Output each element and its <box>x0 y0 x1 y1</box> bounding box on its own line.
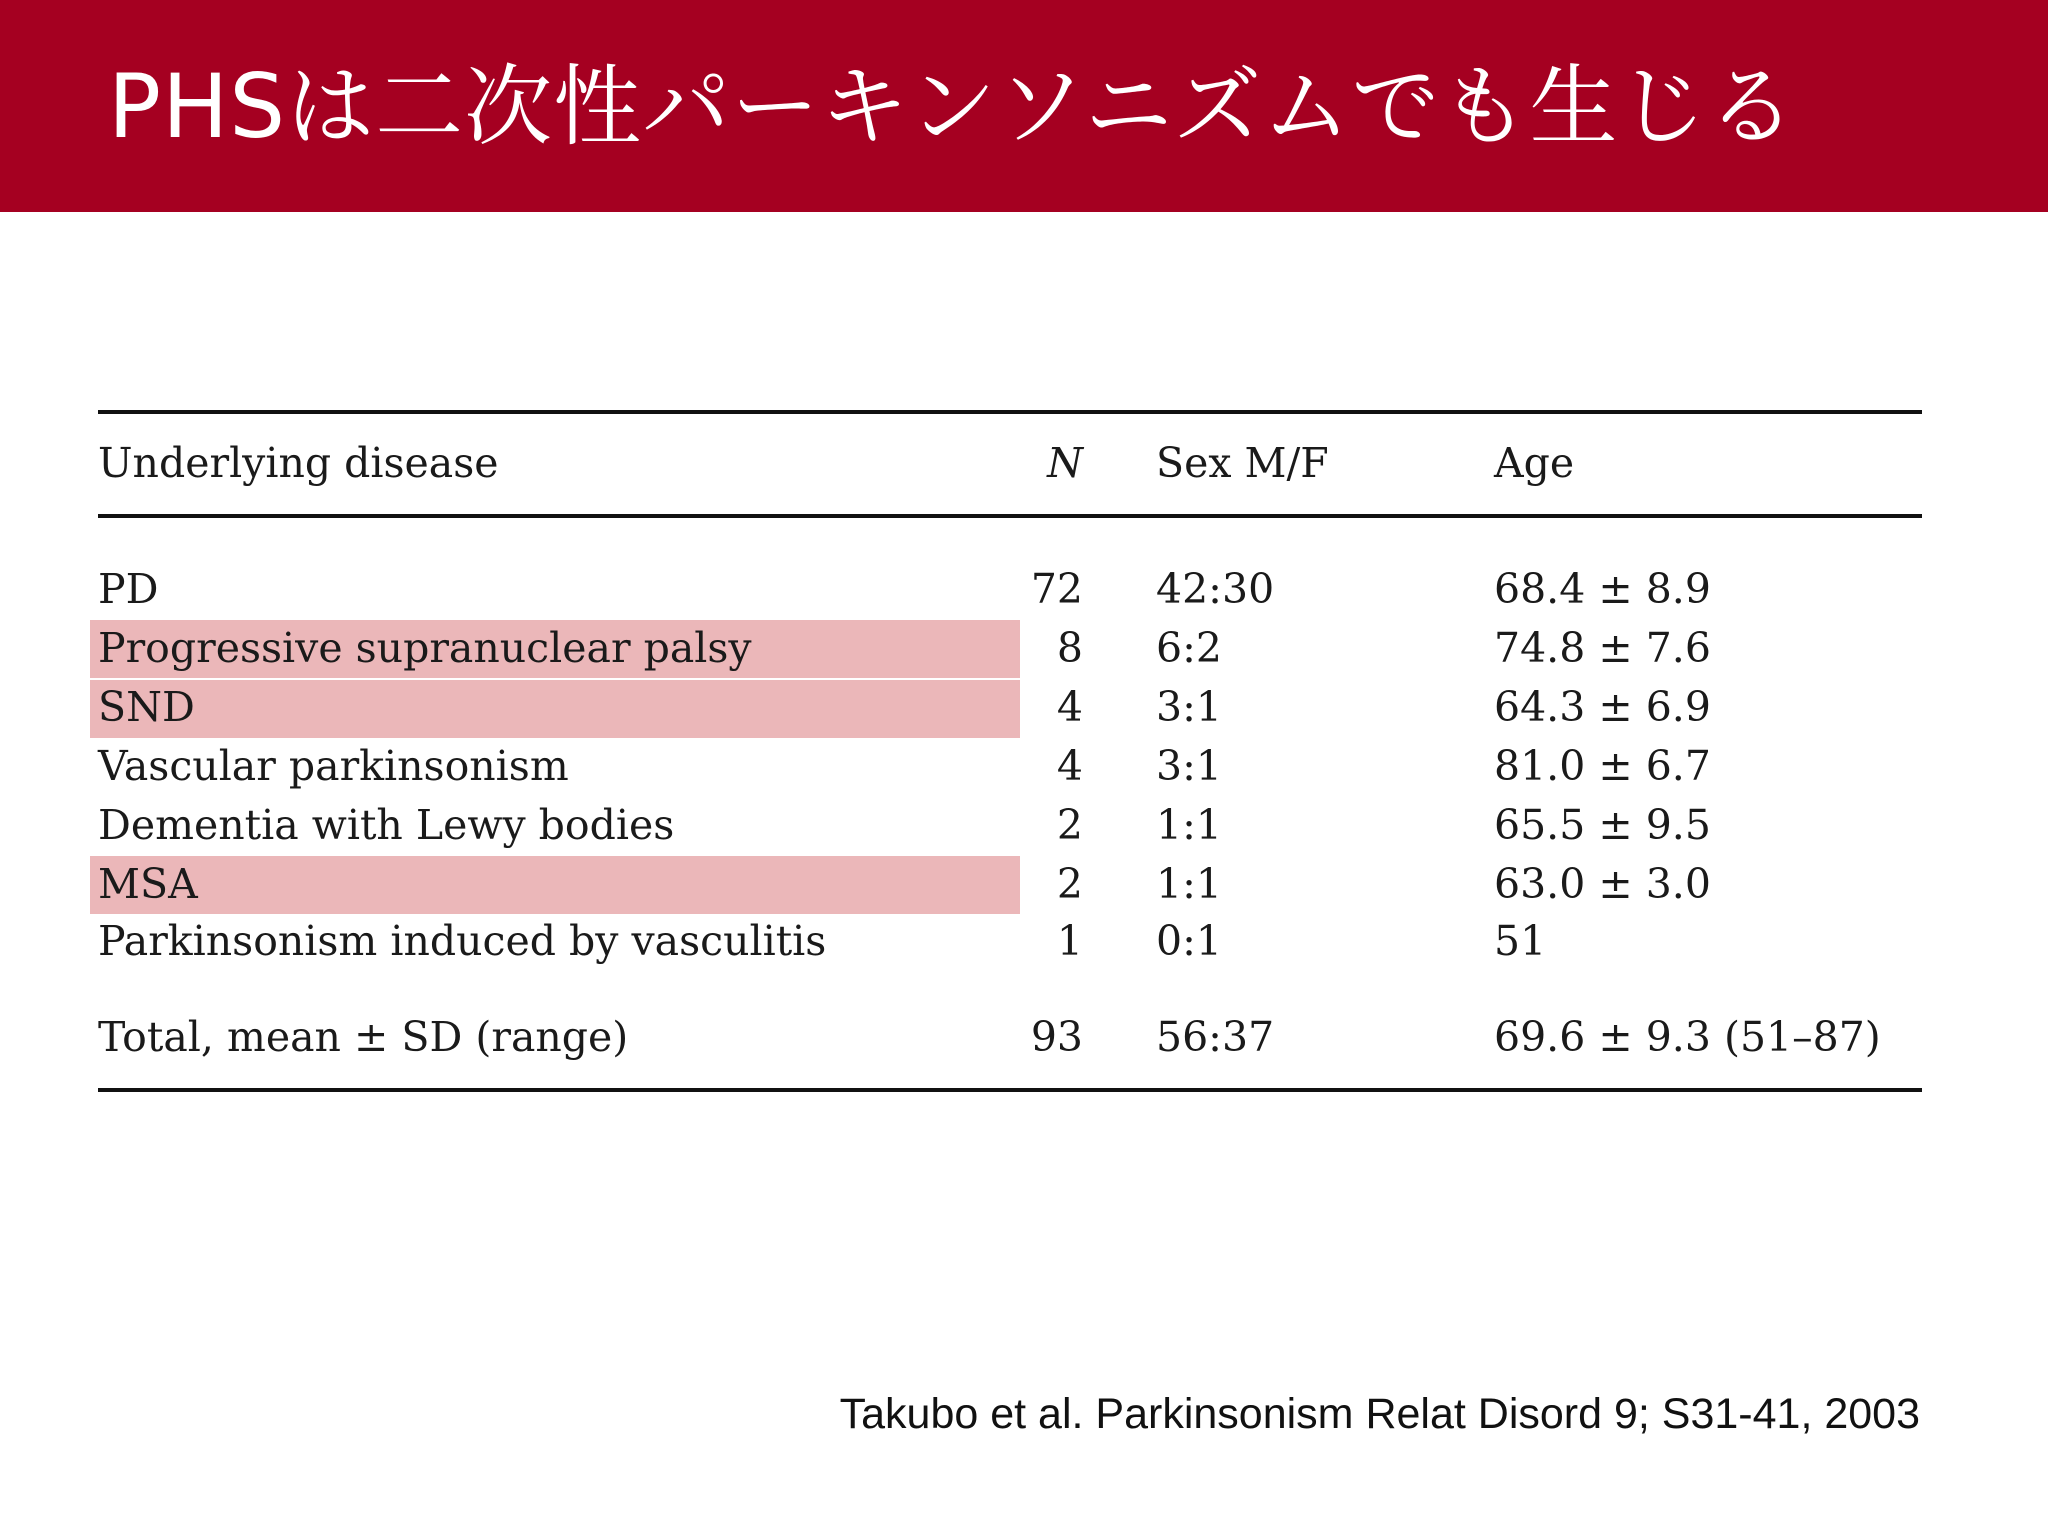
row-highlight <box>90 680 1020 738</box>
row-age: 81.0 ± 6.7 <box>1494 742 1711 790</box>
total-n: 93 <box>1030 1013 1083 1061</box>
row-age: 65.5 ± 9.5 <box>1494 801 1711 849</box>
row-n: 8 <box>1056 624 1083 672</box>
total-sex: 56:37 <box>1156 1013 1275 1061</box>
row-sex: 1:1 <box>1156 801 1222 849</box>
row-disease: Vascular parkinsonism <box>98 742 569 790</box>
row-sex: 3:1 <box>1156 742 1222 790</box>
row-disease: Progressive supranuclear palsy <box>98 624 752 672</box>
table-header-rule <box>98 514 1922 518</box>
row-age: 63.0 ± 3.0 <box>1494 860 1711 908</box>
row-disease: Parkinsonism induced by vasculitis <box>98 917 827 965</box>
table-bottom-rule <box>98 1088 1922 1092</box>
row-sex: 6:2 <box>1156 624 1222 672</box>
row-sex: 1:1 <box>1156 860 1222 908</box>
row-n: 72 <box>1030 565 1083 613</box>
total-label: Total, mean ± SD (range) <box>98 1013 629 1061</box>
row-n: 4 <box>1056 742 1083 790</box>
header-sex: Sex M/F <box>1156 439 1329 487</box>
title-bar <box>0 0 2048 212</box>
slide-title: PHSは二次性パーキンソニズムでも生じる <box>108 55 1797 158</box>
row-highlight <box>90 856 1020 914</box>
row-n: 2 <box>1056 801 1083 849</box>
row-age: 64.3 ± 6.9 <box>1494 683 1711 731</box>
row-n: 1 <box>1056 917 1083 965</box>
row-sex: 42:30 <box>1156 565 1275 613</box>
row-sex: 3:1 <box>1156 683 1222 731</box>
table-top-rule <box>98 410 1922 414</box>
row-disease: MSA <box>98 860 198 908</box>
data-table <box>98 410 1922 1092</box>
row-sex: 0:1 <box>1156 917 1222 965</box>
row-age: 68.4 ± 8.9 <box>1494 565 1711 613</box>
header-n: N <box>1047 439 1083 487</box>
row-n: 4 <box>1056 683 1083 731</box>
total-age: 69.6 ± 9.3 (51–87) <box>1494 1013 1881 1061</box>
header-age: Age <box>1494 439 1575 487</box>
row-disease: SND <box>98 683 195 731</box>
row-age: 74.8 ± 7.6 <box>1494 624 1711 672</box>
row-disease: Dementia with Lewy bodies <box>98 801 675 849</box>
row-age: 51 <box>1494 917 1547 965</box>
row-disease: PD <box>98 565 159 613</box>
header-disease: Underlying disease <box>98 439 499 487</box>
row-n: 2 <box>1056 860 1083 908</box>
citation: Takubo et al. Parkinsonism Relat Disord 9; S31-41, 2003 <box>839 1390 1920 1438</box>
